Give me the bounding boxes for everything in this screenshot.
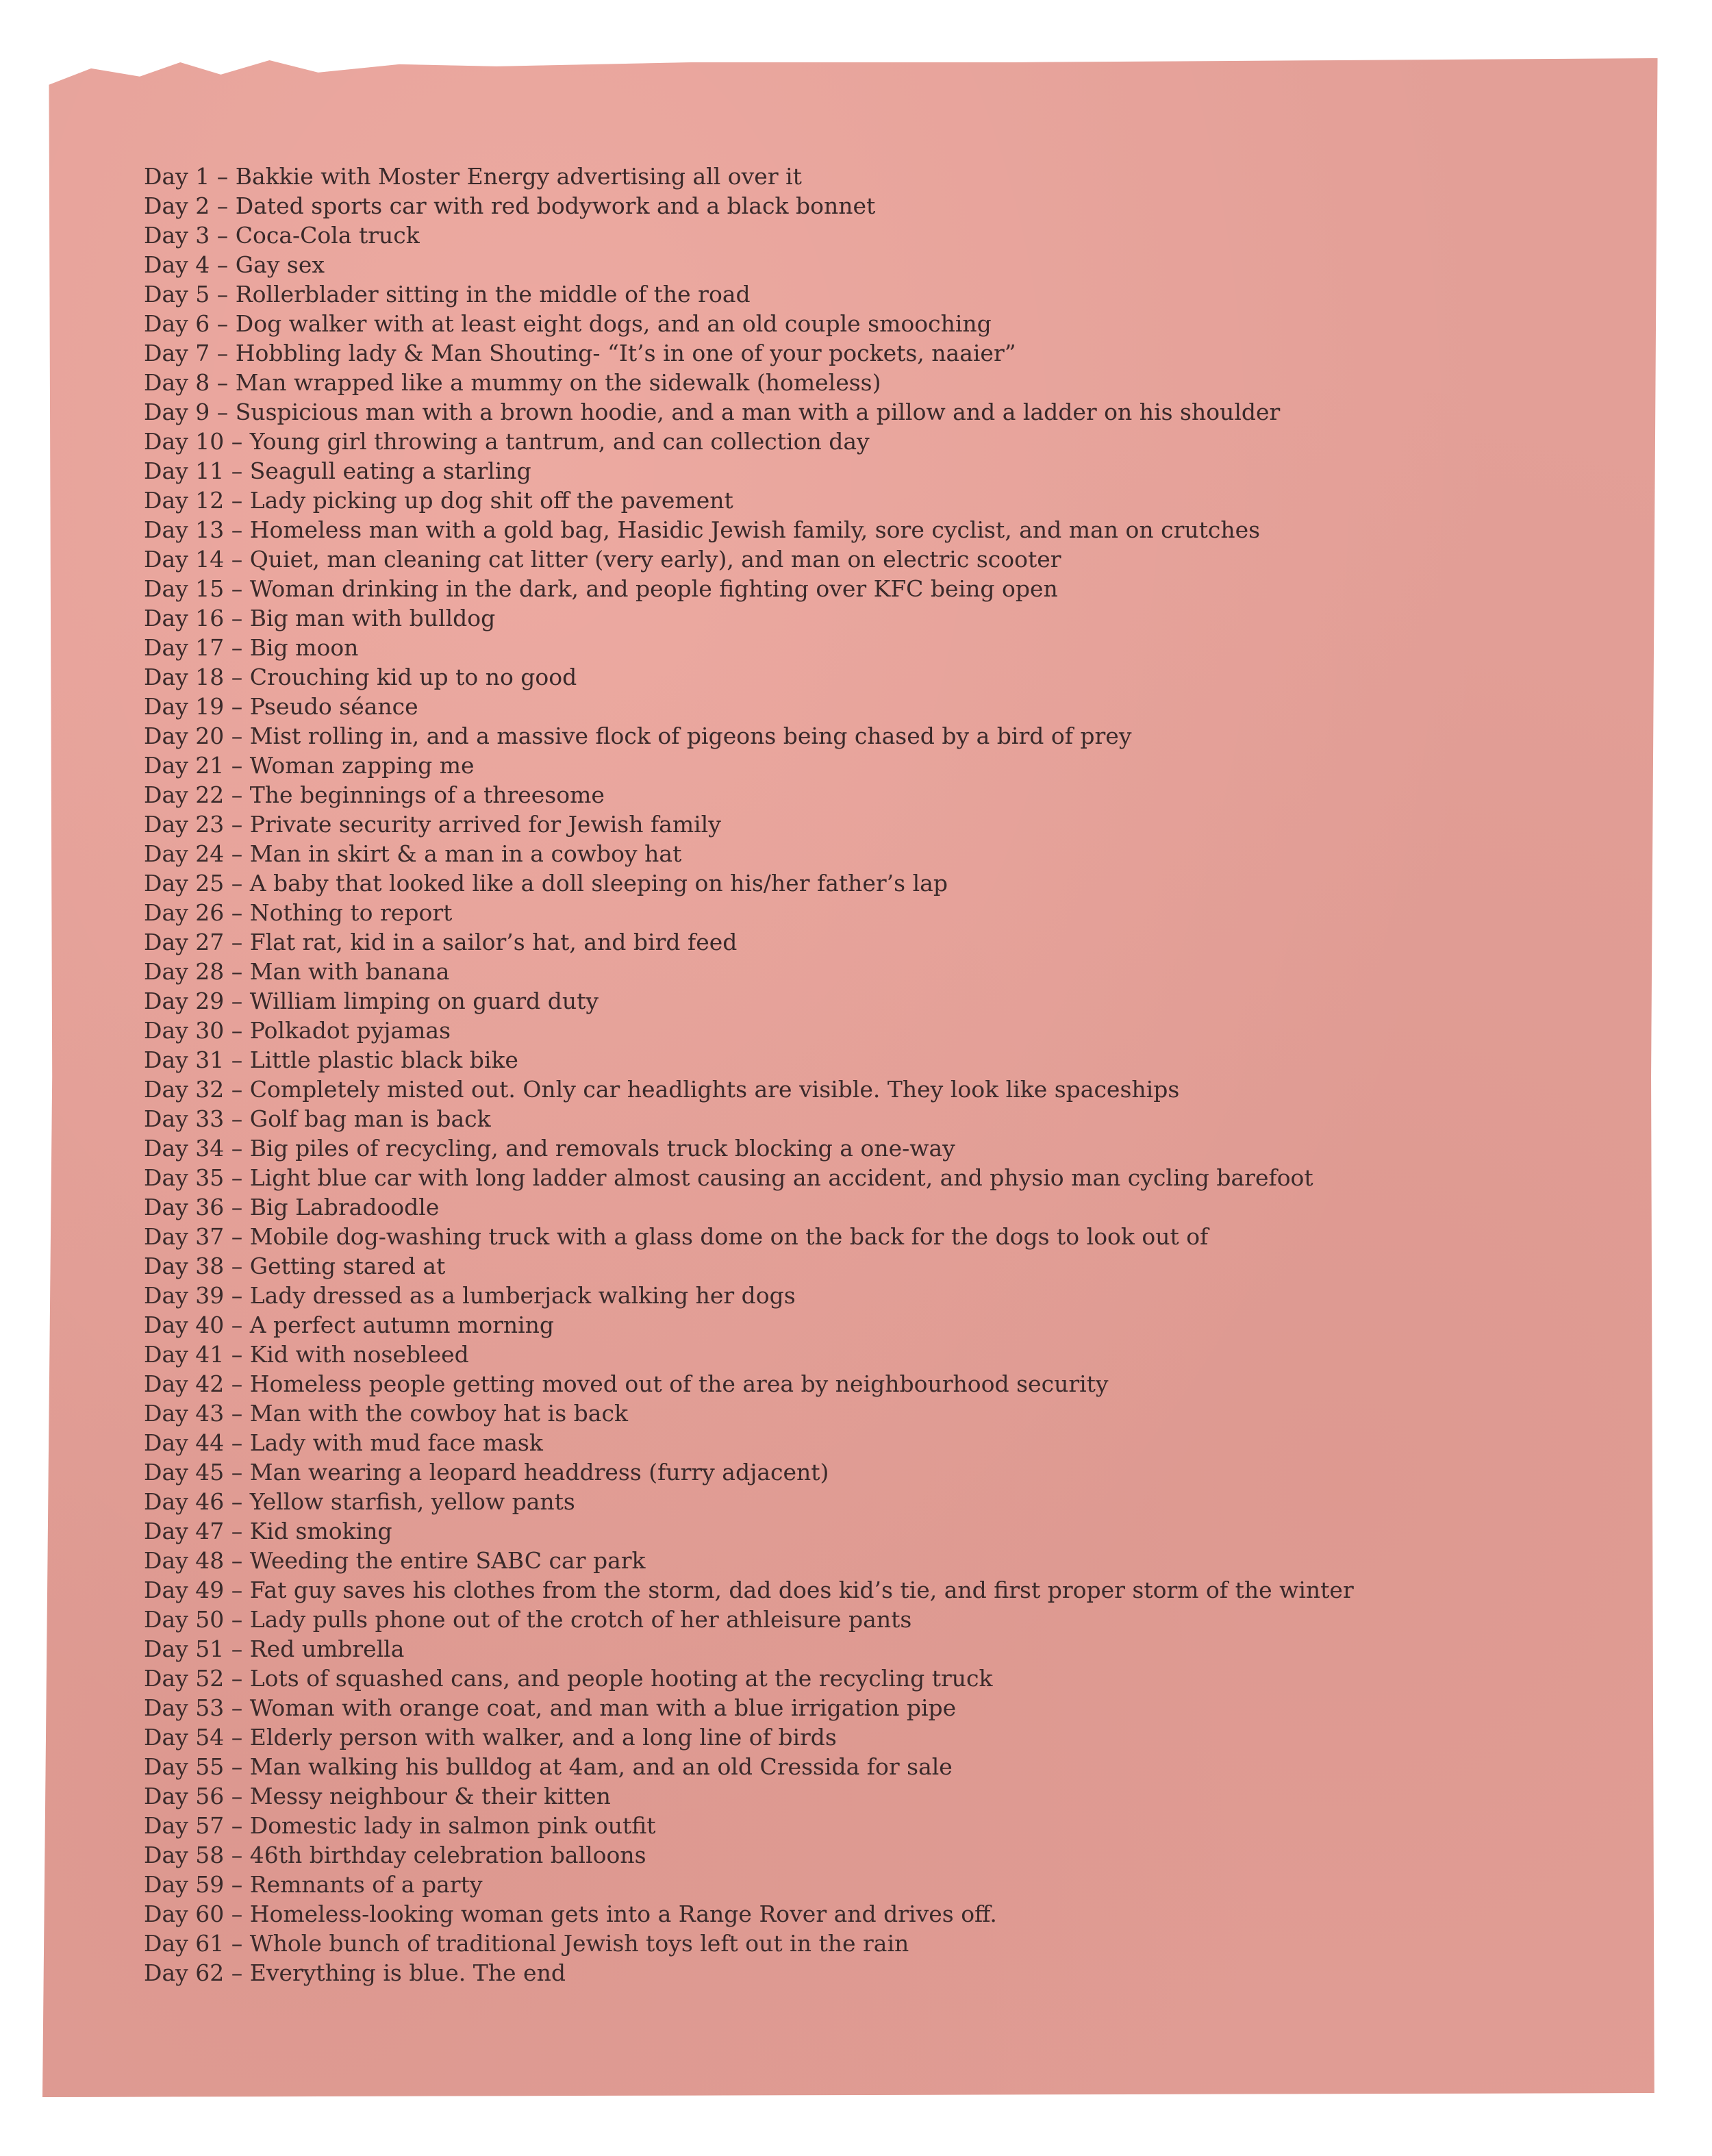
day-entry: Day 21 – Woman zapping me xyxy=(144,752,475,779)
day-entry: Day 8 – Man wrapped like a mummy on the sidewalk (homeless) xyxy=(144,369,881,396)
day-entry: Day 6 – Dog walker with at least eight dogs, and an old couple smooching xyxy=(144,310,992,337)
day-entry-list xyxy=(144,162,1354,1988)
day-entry: Day 19 – Pseudo séance xyxy=(144,693,418,720)
day-entry: Day 29 – William limping on guard duty xyxy=(144,988,599,1014)
day-entry: Day 44 – Lady with mud face mask xyxy=(144,1429,543,1456)
day-entry: Day 61 – Whole bunch of traditional Jewish toys left out in the rain xyxy=(144,1930,909,1957)
day-entry: Day 34 – Big piles of recycling, and removals truck blocking a one-way xyxy=(144,1135,955,1162)
day-entry: Day 28 – Man with banana xyxy=(144,958,450,985)
day-entry: Day 36 – Big Labradoodle xyxy=(144,1194,440,1220)
day-entry: Day 5 – Rollerblader sitting in the middle of the road xyxy=(144,281,751,308)
day-entry: Day 50 – Lady pulls phone out of the crotch of her athleisure pants xyxy=(144,1606,912,1633)
day-entry: Day 18 – Crouching kid up to no good xyxy=(144,664,577,690)
day-entry: Day 2 – Dated sports car with red bodywork and a black bonnet xyxy=(144,192,876,219)
day-entry: Day 25 – A baby that looked like a doll sleeping on his/her father’s lap xyxy=(144,870,948,897)
day-entry: Day 15 – Woman drinking in the dark, and people fighting over KFC being open xyxy=(144,575,1058,602)
day-entry: Day 23 – Private security arrived for Jewish family xyxy=(144,811,721,838)
day-entry: Day 1 – Bakkie with Moster Energy advertising all over it xyxy=(144,163,802,190)
day-entry: Day 52 – Lots of squashed cans, and people hooting at the recycling truck xyxy=(144,1665,993,1692)
day-entry: Day 7 – Hobbling lady & Man Shouting- “It’s in one of your pockets, naaier” xyxy=(144,340,1016,366)
day-entry: Day 39 – Lady dressed as a lumberjack walking her dogs xyxy=(144,1282,796,1309)
day-entry: Day 10 – Young girl throwing a tantrum, and can collection day xyxy=(144,428,870,455)
day-entry: Day 38 – Getting stared at xyxy=(144,1253,446,1279)
day-entry: Day 48 – Weeding the entire SABC car park xyxy=(144,1547,646,1574)
day-entry: Day 40 – A perfect autumn morning xyxy=(144,1312,555,1338)
day-entry: Day 54 – Elderly person with walker, and a long line of birds xyxy=(144,1724,837,1751)
day-entry: Day 59 – Remnants of a party xyxy=(144,1871,483,1898)
day-entry: Day 42 – Homeless people getting moved out of the area by neighbourhood security xyxy=(144,1370,1109,1397)
day-entry: Day 58 – 46th birthday celebration balloons xyxy=(144,1842,646,1868)
day-entry: Day 51 – Red umbrella xyxy=(144,1635,405,1662)
day-entry: Day 4 – Gay sex xyxy=(144,251,325,278)
day-entry: Day 56 – Messy neighbour & their kitten xyxy=(144,1783,611,1809)
day-entry: Day 45 – Man wearing a leopard headdress (furry adjacent) xyxy=(144,1459,829,1486)
day-entry: Day 31 – Little plastic black bike xyxy=(144,1046,518,1073)
day-entry: Day 35 – Light blue car with long ladder almost causing an accident, and physio man cycling barefoot xyxy=(144,1164,1313,1191)
day-entry: Day 37 – Mobile dog-washing truck with a glass dome on the back for the dogs to look out of xyxy=(144,1223,1209,1250)
day-entry: Day 24 – Man in skirt & a man in a cowboy hat xyxy=(144,840,682,867)
day-entry: Day 17 – Big moon xyxy=(144,634,359,661)
day-entry: Day 47 – Kid smoking xyxy=(144,1518,392,1544)
day-entry: Day 41 – Kid with nosebleed xyxy=(144,1341,469,1368)
day-entry: Day 9 – Suspicious man with a brown hoodie, and a man with a pillow and a ladder on his shoulder xyxy=(144,399,1281,425)
day-entry: Day 22 – The beginnings of a threesome xyxy=(144,781,605,808)
day-entry: Day 46 – Yellow starfish, yellow pants xyxy=(144,1488,575,1515)
day-entry: Day 30 – Polkadot pyjamas xyxy=(144,1017,451,1044)
day-entry: Day 3 – Coca-Cola truck xyxy=(144,222,420,249)
day-entry: Day 62 – Everything is blue. The end xyxy=(144,1959,566,1986)
day-entry: Day 16 – Big man with bulldog xyxy=(144,605,496,631)
day-entry: Day 27 – Flat rat, kid in a sailor’s hat, and bird feed xyxy=(144,929,738,955)
day-entry: Day 13 – Homeless man with a gold bag, Hasidic Jewish family, sore cyclist, and man on crutches xyxy=(144,516,1261,543)
day-entry: Day 49 – Fat guy saves his clothes from the storm, dad does kid’s tie, and first proper storm of the winter xyxy=(144,1577,1354,1603)
day-entry: Day 33 – Golf bag man is back xyxy=(144,1105,491,1132)
day-entry: Day 20 – Mist rolling in, and a massive flock of pigeons being chased by a bird of prey xyxy=(144,723,1132,749)
day-entry: Day 12 – Lady picking up dog shit off the pavement xyxy=(144,487,733,514)
day-entry: Day 14 – Quiet, man cleaning cat litter (very early), and man on electric scooter xyxy=(144,546,1061,573)
day-entry: Day 26 – Nothing to report xyxy=(144,899,453,926)
day-entry: Day 11 – Seagull eating a starling xyxy=(144,457,531,484)
day-entry: Day 57 – Domestic lady in salmon pink outfit xyxy=(144,1812,656,1839)
day-entry: Day 60 – Homeless-looking woman gets into a Range Rover and drives off. xyxy=(144,1901,997,1927)
day-entry: Day 55 – Man walking his bulldog at 4am, and an old Cressida for sale xyxy=(144,1753,953,1780)
day-entry: Day 53 – Woman with orange coat, and man with a blue irrigation pipe xyxy=(144,1694,957,1721)
day-entry: Day 43 – Man with the cowboy hat is back xyxy=(144,1400,628,1427)
day-entry: Day 32 – Completely misted out. Only car headlights are visible. They look like spaceships xyxy=(144,1076,1180,1103)
